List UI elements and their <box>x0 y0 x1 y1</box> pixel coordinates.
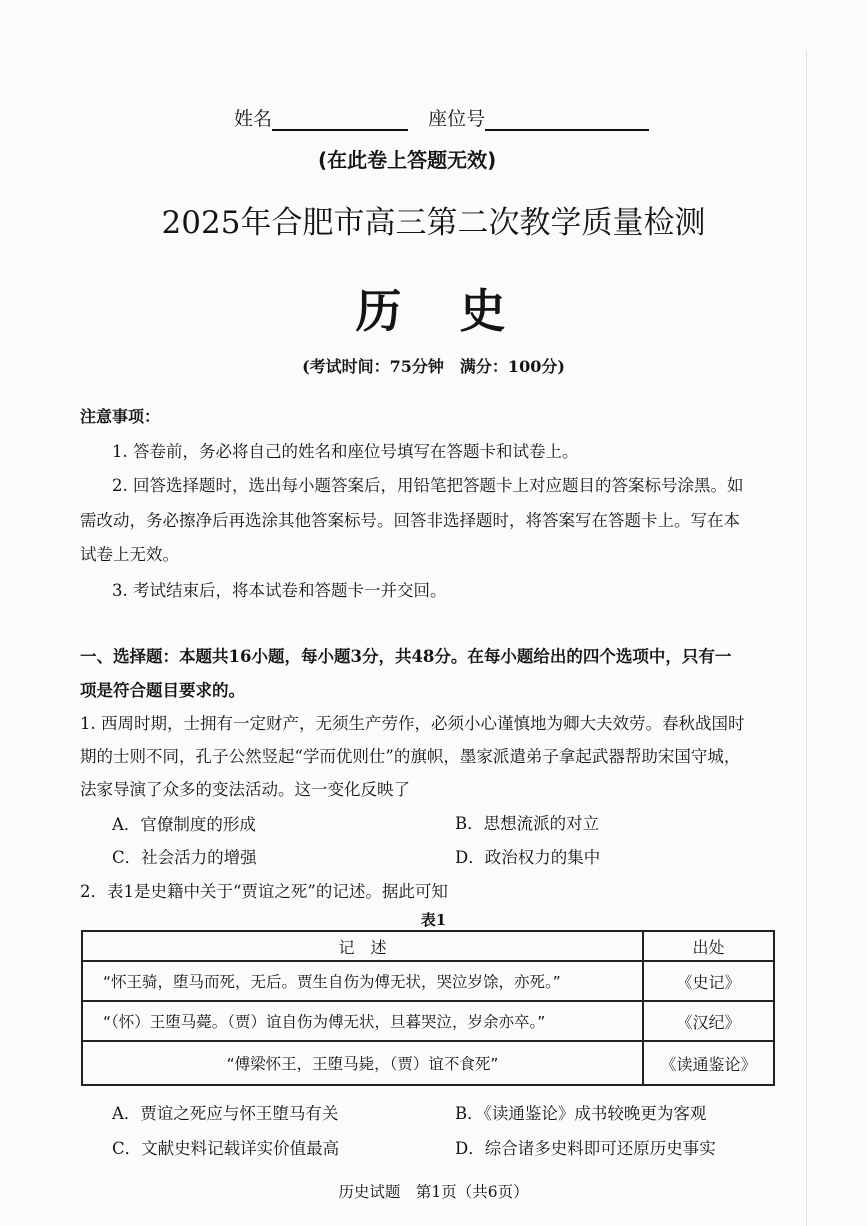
name-blank[interactable] <box>272 109 408 131</box>
q2-option-d: D．综合诸多史料即可还原历史事实 <box>455 1139 716 1158</box>
table-cell-record: “傅梁怀王，王堕马毙，（贾）谊不食死” <box>82 1041 643 1085</box>
q2-option-b: B．《读通鉴论》成书较晚更为客观 <box>455 1104 707 1123</box>
q1-option-d: D．政治权力的集中 <box>455 848 601 867</box>
q2-option-a: A．贾谊之死应与怀王堕马有关 <box>112 1104 339 1123</box>
notice-item-1: 1. 答卷前，务必将自己的姓名和座位号填写在答题卡和试卷上。 <box>112 442 579 461</box>
table-row <box>82 1001 774 1041</box>
q1-option-a: A．官僚制度的形成 <box>112 815 256 834</box>
table-caption: 表1 <box>420 911 447 929</box>
notice-item-3: 3. 考试结束后，将本试卷和答题卡一并交回。 <box>112 581 447 600</box>
q2-table <box>81 930 775 1086</box>
table-cell-source: 《史记》 <box>643 961 774 1001</box>
q1-stem-line3: 法家导演了众多的变法活动。这一变化反映了 <box>80 780 410 799</box>
q1-option-c: C．社会活力的增强 <box>112 848 257 867</box>
exam-info: (考试时间：75分钟 满分：100分) <box>302 357 565 376</box>
table-header-record: 记 述 <box>82 931 643 961</box>
table-header-source: 出处 <box>643 931 774 961</box>
notice-item-2-cont2: 试卷上无效。 <box>80 545 179 564</box>
q1-stem-line2: 期的士则不同，孔子公然竖起“学而优则仕”的旗帜，墨家派遣弟子拿起武器帮助宋国守城， <box>80 747 741 766</box>
table-cell-record: “怀王骑，堕马而死，无后。贾生自伤为傅无状，哭泣岁馀，亦死。” <box>82 961 643 1001</box>
table-cell-source: 《读通鉴论》 <box>643 1041 774 1085</box>
q2-option-c: C．文献史料记载详实价值最高 <box>112 1139 340 1158</box>
seat-blank[interactable] <box>485 109 649 131</box>
name-seat-line <box>234 104 649 131</box>
table-cell-source: 《汉纪》 <box>643 1001 774 1041</box>
notice-item-2: 2. 回答选择题时，选出每小题答案后，用铅笔把答题卡上对应题目的答案标号涂黑。如 <box>112 476 744 495</box>
q1-option-b: B．思想流派的对立 <box>455 814 600 833</box>
page-footer: 历史试题 第1页（共6页） <box>338 1183 529 1201</box>
subject-title: 历 史 <box>355 284 512 338</box>
seat-label: 座位号 <box>428 108 486 130</box>
notice-heading: 注意事项： <box>80 407 161 426</box>
notice-item-2-cont: 需改动，务必擦净后再选涂其他答案标号。回答非选择题时，将答案写在答题卡上。写在本 <box>80 511 740 530</box>
table-row <box>82 1041 774 1085</box>
q2-stem: 2．表1是史籍中关于“贾谊之死”的记述。据此可知 <box>80 882 448 901</box>
invalid-note: (在此卷上答题无效) <box>318 148 497 172</box>
section1-line2: 项是符合题目要求的。 <box>80 681 245 700</box>
table-row <box>82 961 774 1001</box>
section1-line1: 一、选择题：本题共16小题，每小题3分，共48分。在每小题给出的四个选项中，只有一 <box>80 647 732 666</box>
exam-title: 2025年合肥市高三第二次教学质量检测 <box>161 205 706 241</box>
table-cell-record: “（怀）王堕马薨。（贾）谊自伤为傅无状，旦暮哭泣，岁余亦卒。” <box>82 1001 643 1041</box>
q1-stem-line1: 1. 西周时期，士拥有一定财产，无须生产劳作，必须小心谨慎地为卿大夫效劳。春秋战国时 <box>80 714 745 733</box>
name-label: 姓名 <box>234 108 273 130</box>
